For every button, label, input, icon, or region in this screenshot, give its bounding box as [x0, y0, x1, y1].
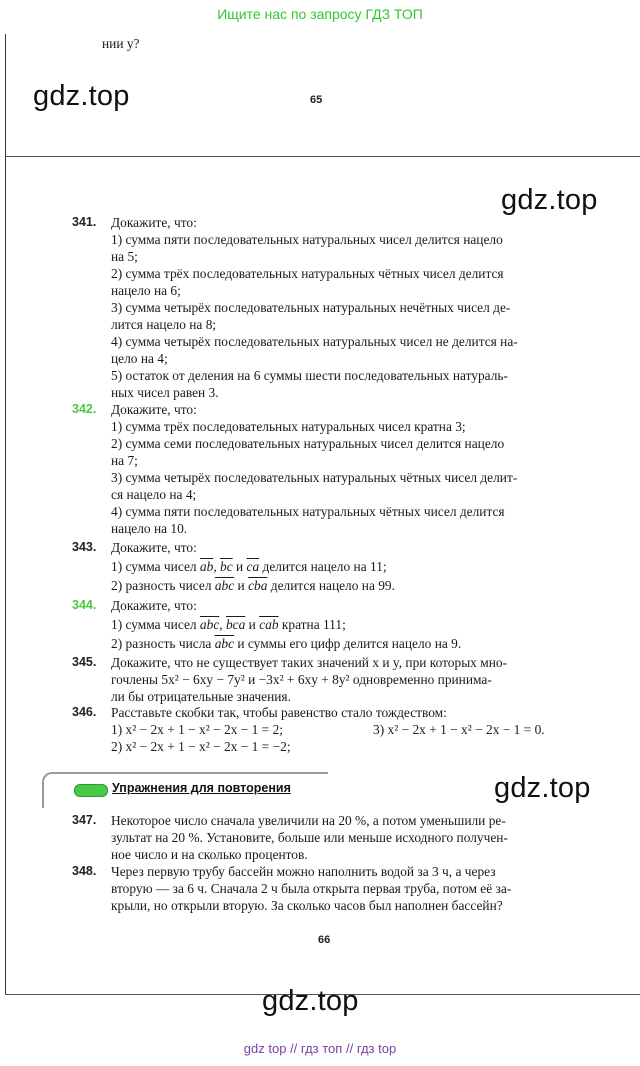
text-part: 2) разность чисел [111, 578, 215, 593]
exercise-line: 5) остаток от деления на 6 суммы шести последовательных натураль- [111, 368, 508, 383]
section-title: Упражнения для повторения [112, 781, 291, 795]
exercise-342 [72, 401, 592, 537]
text-part: , [219, 617, 226, 632]
text-part: 2) разность числа [111, 636, 215, 651]
exercise-line: нацело на 6; [111, 283, 181, 298]
exercise-line: лится нацело на 8; [111, 317, 217, 332]
exercise-intro: Докажите, что: [111, 598, 197, 613]
number-notation: $\overline{abc}$ [214, 636, 235, 651]
number-notation: $\overline{abc}$ [214, 578, 235, 593]
number-notation: $\overline{bc}$ [220, 559, 233, 574]
exercise-line: гочлены 5x² − 6xy − 7y² и −3x² + 6xy + 8y² одновременно принима- [111, 672, 492, 687]
exercise-line: цело на 4; [111, 351, 168, 366]
text-part: 1) сумма чисел [111, 559, 200, 574]
exercise-line: 1) сумма трёх последовательных натуральных чисел кратна 3; [111, 419, 466, 434]
page-divider [5, 156, 640, 157]
exercise-line [111, 721, 592, 738]
number-notation: $\overline{ca}$ [246, 559, 260, 574]
exercise-line [111, 634, 592, 653]
watermark: gdz.top [262, 985, 359, 1017]
footer-link-gdz-top-mixed[interactable]: гдз top [356, 1041, 397, 1056]
exercise-number: 341. [72, 215, 97, 229]
section-marker-icon [74, 784, 108, 797]
footer-link-gdz-top[interactable]: gdz top [243, 1041, 287, 1056]
text-part: , [213, 559, 221, 574]
exercise-number: 347. [72, 813, 97, 827]
number-notation: $\overline{cab}$ [259, 617, 279, 632]
footer-separator: // [345, 1041, 354, 1056]
exercise-line: 3) сумма четырёх последовательных натуральных чётных чисел делит- [111, 470, 518, 485]
exercise-line: Через первую трубу бассейн можно наполнить водой за 3 ч, а через [111, 864, 496, 879]
text-part: кратна 111; [278, 617, 346, 632]
exercise-line: ся нацело на 4; [111, 487, 197, 502]
exercise-341 [72, 214, 592, 401]
exercise-344 [72, 596, 592, 653]
exercise-line: вторую — за 6 ч. Сначала 2 ч была открыта первая труба, потом её за- [111, 881, 512, 896]
text-part: и [234, 578, 249, 593]
prev-page-fragment: нии y? [102, 36, 140, 51]
number-notation: $\overline{abc}$ [199, 617, 220, 632]
text-part: и [245, 617, 260, 632]
exercise-line: Докажите, что: [111, 215, 197, 230]
exercise-line: Докажите, что не существует таких значений x и y, при которых мно- [111, 655, 508, 670]
exercise-345 [72, 654, 592, 705]
exercise-number: 342. [72, 402, 97, 416]
footer-separator: // [290, 1041, 298, 1056]
search-hint-banner: Ищите нас по запросу ГДЗ ТОП [217, 6, 423, 22]
page-left-border [5, 157, 6, 994]
exercise-number: 346. [72, 705, 97, 719]
prev-page-left-border [5, 34, 6, 156]
exercise-intro: Докажите, что: [111, 540, 197, 555]
equation-item-2: 2) x² − 2x + 1 − x² − 2x − 1 = −2; [111, 739, 291, 754]
page-number: 66 [318, 934, 331, 946]
exercise-line: зультат на 20 %. Установите, больше или меньше исходного получен- [111, 830, 508, 845]
exercise-346 [72, 704, 592, 755]
text-part: делится нацело на 99. [267, 578, 395, 593]
exercise-line: 4) сумма четырёх последовательных натуральных чисел не делится на- [111, 334, 518, 349]
exercise-line [111, 557, 592, 576]
text-part: 1) сумма чисел [111, 617, 200, 632]
exercise-line: 2) сумма семи последовательных натуральных чисел делится нацело [111, 436, 505, 451]
exercise-343 [72, 538, 592, 595]
footer-link-gdz-top-ru[interactable]: гдз топ [300, 1041, 343, 1056]
exercise-line: ных чисел равен 3. [111, 385, 219, 400]
number-notation: $\overline{ab}$ [199, 559, 214, 574]
exercise-intro: Расставьте скобки так, чтобы равенство стало тождеством: [111, 705, 447, 720]
exercise-line: Некоторое число сначала увеличили на 20 %, а потом уменьшили ре- [111, 813, 506, 828]
watermark: gdz.top [494, 772, 591, 804]
text-part: и суммы его цифр делится нацело на 9. [234, 636, 462, 651]
prev-page-number: 65 [310, 94, 323, 106]
exercise-line: нацело на 10. [111, 521, 188, 536]
text-part: и [232, 559, 247, 574]
watermark: gdz.top [501, 184, 598, 216]
exercise-347 [72, 812, 592, 863]
exercise-number: 345. [72, 655, 97, 669]
exercise-number: 344. [72, 598, 97, 612]
text-part: делится нацело на 11; [259, 559, 387, 574]
watermark: gdz.top [33, 80, 130, 112]
number-notation: $\overline{cba}$ [248, 578, 268, 593]
number-notation: $\overline{bca}$ [225, 617, 246, 632]
exercise-line: 2) сумма трёх последовательных натуральных чётных чисел делится [111, 266, 504, 281]
section-header [42, 772, 328, 808]
exercise-number: 348. [72, 864, 97, 878]
footer-links [0, 1041, 640, 1056]
exercise-line: крыли, но открыли вторую. За сколько часов был наполнен бассейн? [111, 898, 503, 913]
exercise-line: на 7; [111, 453, 138, 468]
exercise-line: ное число и на сколько процентов. [111, 847, 308, 862]
exercise-line: 3) сумма четырёх последовательных натуральных нечётных чисел де- [111, 300, 511, 315]
exercise-number: 343. [72, 540, 97, 554]
exercise-line: 4) сумма пяти последовательных натуральных чётных чисел делится [111, 504, 505, 519]
exercise-line: Докажите, что: [111, 402, 197, 417]
exercise-line: ли бы отрицательные значения. [111, 689, 291, 704]
exercise-line: 1) сумма пяти последовательных натуральных чисел делится нацело [111, 232, 503, 247]
exercise-line [111, 576, 592, 595]
exercise-line [111, 615, 592, 634]
exercise-line: на 5; [111, 249, 138, 264]
exercise-348 [72, 863, 592, 914]
equation-item-3: 3) x² − 2x + 1 − x² − 2x − 1 = 0. [373, 722, 545, 737]
equation-item-1: 1) x² − 2x + 1 − x² − 2x − 1 = 2; [111, 722, 283, 737]
